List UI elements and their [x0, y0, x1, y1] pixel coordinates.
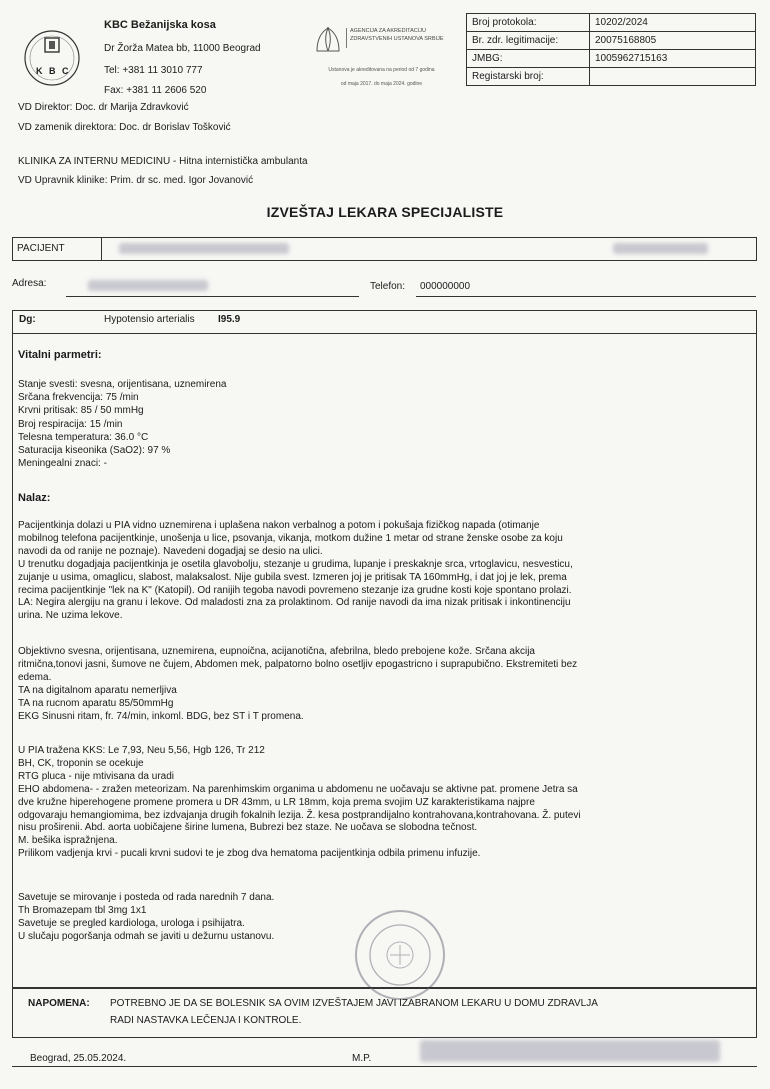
hospital-logo	[18, 28, 86, 88]
phone-value: 000000000	[420, 281, 471, 292]
page-title: IZVEŠTAJ LEKARA SPECIJALISTE	[266, 204, 504, 220]
note-line-2: RADI NASTAVKA LEČENJA I KONTROLE.	[110, 1015, 302, 1026]
hospital-fax: Fax: +381 11 2606 520	[104, 85, 207, 96]
note-box	[12, 987, 757, 1038]
vitals-list	[18, 378, 708, 470]
findings-line: urina. Ne uzima lekove.	[18, 610, 123, 622]
findings-line: edema.	[18, 671, 52, 683]
findings-line: U slučaju pogoršanja odmah se javiti u dežurnu ustanovu.	[18, 930, 275, 942]
director: VD Direktor: Doc. dr Marija Zdravković	[18, 102, 189, 113]
findings-line: Savetuje se mirovanje i posteda od rada narednih 7 dana.	[18, 892, 275, 903]
findings-paragraph-tests	[18, 745, 708, 861]
findings-line: BH, CK, troponin se ocekuje	[18, 757, 144, 769]
logo-text: K B C	[36, 66, 71, 76]
patient-label: PACIJENT	[17, 243, 65, 254]
protocol-label: Broj protokola:	[467, 14, 590, 32]
stamp-placeholder: M.P.	[352, 1053, 372, 1064]
findings-line: Pacijentkinja dolazi u PIA vidno uznemirena i uplašena nakon verbalnog a potom i pokušaja fizičkog napada (otimanje	[18, 520, 540, 531]
accreditation-mark-icon	[313, 25, 343, 55]
address-label: Adresa:	[12, 278, 47, 289]
hospital-address: Dr Žorža Matea bb, 11000 Beograd	[104, 43, 261, 54]
hospital-name: KBC Bežanijska kosa	[104, 19, 216, 31]
redacted-address	[88, 280, 208, 291]
accreditation-logo	[313, 22, 463, 92]
health-id-label: Br. zdr. legitimacije:	[467, 32, 590, 50]
findings-line: Prilikom vadjenja krvi - pucali krvni sudovi te je zbog dva hematoma pacijentkinja odbila primenu infuzije.	[18, 848, 481, 860]
table-row	[467, 68, 756, 86]
findings-line: U PIA tražena KKS: Le 7,93, Neu 5,56, Hgb 126, Tr 212	[18, 745, 265, 756]
redacted-patient-name	[119, 243, 289, 254]
accreditation-agency-line2: ZDRAVSTVENIH USTANOVA SRBIJE	[350, 36, 444, 42]
phone-line	[416, 296, 756, 297]
vital-saturation: Saturacija kiseonika (SaO2): 97 %	[18, 445, 171, 457]
hospital-tel: Tel: +381 11 3010 777	[104, 65, 203, 76]
phone-label: Telefon:	[370, 281, 406, 292]
findings-line: zujanje u usima, omaglicu, slabost, malaksalost. Nije gubila svest. Izmeren joj je pritisak TA 160mmHg, i dat joj je lek, prema	[18, 571, 567, 583]
findings-line: dve kružne hiperehogene promene promera u DR 43mm, u LR 18mm, koja prema svojim UZ karakteristikama najpre	[18, 796, 535, 808]
jmbg-value: 1005962715163	[590, 50, 756, 68]
address-line	[66, 296, 359, 297]
health-id-value: 20075168805	[590, 32, 756, 50]
findings-line: U trenutku dogadjaja pacijentkinja je osetila glavobolju, stezanje u grudima, lupanje i preskaknje srca, vrtoglavicu, nesvesticu,	[18, 558, 573, 570]
findings-line: nisu proširenii. Abd. aorta uobičajene širine lumena, Bubrezi bez staze. Ne uočava se slobodna tečnost.	[18, 822, 478, 834]
vital-consciousness: Stanje svesti: svesna, orijentisana, uznemirena	[18, 379, 227, 390]
findings-line: ritmična,tonovi jasni, šumove ne čujem, Abdomen mek, palpatorno bolno osetljiv epogastricno i suprapubično. Ekstremiteti bez	[18, 658, 578, 670]
findings-line: Th Bromazepam tbl 3mg 1x1	[18, 904, 147, 916]
note-label: NAPOMENA:	[28, 998, 90, 1009]
findings-line: EKG Sinusni ritam, fr. 74/min, inkoml. BDG, bez ST i T promena.	[18, 710, 304, 722]
accreditation-text-1: Ustanova je akreditovana na period od 7 godina	[328, 67, 435, 73]
vital-meningeal: Meningealni znaci: -	[18, 458, 107, 470]
vitals-heading: Vitalni parmetri:	[18, 349, 102, 361]
diagnosis-code: I95.9	[218, 314, 241, 325]
registry-number-label: Registarski broj:	[467, 68, 590, 86]
vital-temperature: Telesna temperatura: 36.0 °C	[18, 431, 149, 443]
redacted-patient-dob	[613, 243, 708, 254]
diagnosis-text: Hypotensio arterialis	[104, 314, 195, 325]
findings-line: Objektivno svesna, orijentisana, uznemirena, eupnoična, acijanotična, afebrilna, bledo prebojene kože. Srčana akcija	[18, 646, 535, 657]
patient-box	[12, 237, 757, 261]
findings-line: mobilnog telefona pacijentkinje, unošenja u lice, psovanja, vikanja, motkom dužine 1 metar od strane ženske osobe za koju	[18, 532, 563, 544]
findings-line: RTG pluca - nije mtivisana da uradi	[18, 770, 174, 782]
protocol-table	[466, 13, 756, 86]
findings-line: LA: Negira alergiju na granu i lekove. Od maladosti zna za prolaktinom. Od ranije navodi da ima nizak pritisak i inkontinenciju	[18, 597, 571, 609]
vital-respiration: Broj respiracija: 15 /min	[18, 418, 123, 430]
findings-line: TA na digitalnom aparatu nemerljiva	[18, 684, 177, 696]
findings-line: Savetuje se pregled kardiologa, urologa i psihijatra.	[18, 917, 245, 929]
table-row	[467, 32, 756, 50]
findings-line: TA na rucnom aparatu 85/50mmHg	[18, 697, 174, 709]
protocol-value: 10202/2024	[590, 14, 756, 32]
findings-heading: Nalaz:	[18, 492, 51, 504]
findings-paragraph-history	[18, 520, 708, 623]
table-row	[467, 14, 756, 32]
registry-number-value	[590, 68, 756, 86]
vital-blood-pressure: Krvni pritisak: 85 / 50 mmHg	[18, 405, 144, 417]
redacted-signature	[420, 1040, 720, 1062]
findings-line: recima pacijentkinje "lek na K" (Katopil). Od ranijih tegoba navodi povremeno stezanje iza grudne kosti koje spontano prolazi.	[18, 584, 572, 596]
deputy-director: VD zamenik direktora: Doc. dr Borislav Tošković	[18, 122, 231, 133]
accreditation-agency-line1: AGENCIJA ZA AKREDITACIJU	[350, 28, 426, 34]
findings-line: odgovaraju hemangiomima, bez izdvajanja drugih fokalnih lezija. Ž. kesa postprandijalno kontrahovana,kontrahovana. Ž. putevi	[18, 809, 581, 821]
jmbg-label: JMBG:	[467, 50, 590, 68]
accreditation-text-2: od maja 2017. do maja 2024. godine	[340, 81, 423, 87]
findings-line: EHO abdomena- - zražen meteorizam. Na parenhimskim organima u abdomenu ne uočavaju se aktivne pat. promene Jetra sa	[18, 783, 578, 795]
clinic-name: KLINIKA ZA INTERNU MEDICINU - Hitna internistička ambulanta	[18, 156, 308, 167]
vital-heart-rate: Srčana frekvencija: 75 /min	[18, 392, 139, 404]
table-row	[467, 50, 756, 68]
clinic-manager: VD Upravnik klinike: Prim. dr sc. med. Igor Jovanović	[18, 175, 254, 186]
findings-line: M. bešika ispražnjena.	[18, 835, 118, 847]
place-date: Beograd, 25.05.2024.	[30, 1053, 127, 1064]
note-line-1: POTREBNO JE DA SE BOLESNIK SA OVIM IZVEŠTAJEM JAVI IZABRANOM LEKARU U DOMU ZDRAVLJA	[110, 998, 598, 1009]
diagnosis-label: Dg:	[19, 314, 36, 325]
findings-line: navodi da od ranije ne poznaje). Navedeni dogadjaj se desio na ulici.	[18, 545, 323, 557]
findings-paragraph-objective	[18, 646, 708, 723]
